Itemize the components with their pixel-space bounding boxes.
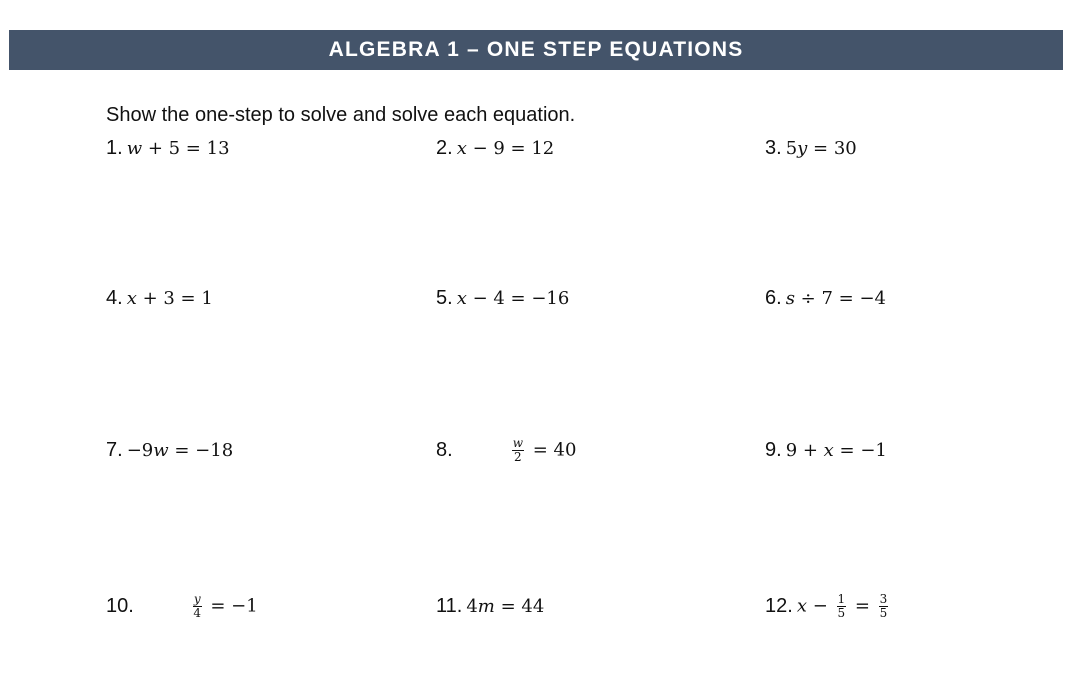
variable: x xyxy=(456,137,467,159)
fraction xyxy=(837,593,847,620)
equation-text: = −18 xyxy=(168,439,234,461)
equation-text: = 44 xyxy=(494,595,545,617)
variable: x xyxy=(796,595,807,616)
equation-text: = −1 xyxy=(833,439,887,461)
equation xyxy=(190,593,258,620)
variable: y xyxy=(797,137,808,159)
problem-number: 11. xyxy=(436,594,463,617)
problem-item xyxy=(436,586,544,626)
equation xyxy=(127,138,230,159)
fraction xyxy=(879,593,889,620)
problem-item xyxy=(765,128,857,168)
problem-item xyxy=(436,128,554,168)
variable: s xyxy=(785,287,795,309)
problem-number: 8. xyxy=(436,438,453,461)
equation-text: 9 + xyxy=(785,439,824,461)
problem-number: 6. xyxy=(765,286,782,309)
equation xyxy=(509,437,577,464)
equation-text: − xyxy=(806,595,834,616)
problem-item xyxy=(106,278,213,318)
fraction xyxy=(193,593,202,620)
worksheet-header xyxy=(9,30,1063,70)
equation-text: − 4 = −16 xyxy=(466,287,570,309)
worksheet-title: ALGEBRA 1 – ONE STEP EQUATIONS xyxy=(328,38,744,61)
variable: x xyxy=(126,287,137,309)
equation-text: 4 xyxy=(466,595,478,617)
problem-number: 7. xyxy=(106,438,123,461)
equation xyxy=(797,593,892,620)
problem-item xyxy=(436,278,569,318)
problem-number: 5. xyxy=(436,286,453,309)
equation xyxy=(457,288,570,309)
variable: w xyxy=(126,137,143,159)
problem-item xyxy=(106,430,233,470)
equation xyxy=(466,596,544,617)
equation xyxy=(786,288,886,309)
equation-text: = 40 xyxy=(526,439,577,460)
equation-text: + 3 = 1 xyxy=(136,287,213,309)
equation-text: −9 xyxy=(126,439,154,461)
equation xyxy=(127,288,213,309)
fraction-numerator: y xyxy=(193,591,201,606)
fraction-denominator: 2 xyxy=(514,449,522,464)
equation-text: = xyxy=(849,595,876,616)
equation xyxy=(127,440,233,461)
problem-item xyxy=(765,278,886,318)
equation xyxy=(786,138,857,159)
fraction-numerator: 3 xyxy=(879,591,888,606)
problem-number: 3. xyxy=(765,136,782,159)
equation-text: = −1 xyxy=(204,595,258,616)
variable: m xyxy=(477,595,495,617)
problem-number: 2. xyxy=(436,136,453,159)
variable: x xyxy=(823,439,834,461)
problem-item xyxy=(765,586,891,626)
fraction-numerator: w xyxy=(512,435,523,450)
problem-item xyxy=(436,430,576,470)
equation xyxy=(786,440,887,461)
equation-text: − 9 = 12 xyxy=(466,137,555,159)
instructions: Show the one-step to solve and solve each equation. xyxy=(106,104,576,126)
equation-text: + 5 = 13 xyxy=(142,137,230,159)
equation xyxy=(457,138,555,159)
problem-number: 1. xyxy=(106,136,123,159)
equation-text: 5 xyxy=(785,137,798,159)
fraction-denominator: 5 xyxy=(837,605,846,620)
fraction-denominator: 4 xyxy=(193,605,202,620)
fraction xyxy=(512,437,524,464)
problem-number: 10. xyxy=(106,594,134,617)
problem-item xyxy=(106,586,258,626)
variable: w xyxy=(153,439,169,461)
fraction-numerator: 1 xyxy=(837,591,846,606)
problem-item xyxy=(106,128,230,168)
equation-text: = 30 xyxy=(807,137,857,159)
problem-item xyxy=(765,430,887,470)
variable: x xyxy=(456,287,467,309)
problem-number: 12. xyxy=(765,594,793,617)
fraction-denominator: 5 xyxy=(879,605,888,620)
equation-text: ÷ 7 = −4 xyxy=(794,287,886,309)
problem-number: 9. xyxy=(765,438,782,461)
problem-number: 4. xyxy=(106,286,123,309)
